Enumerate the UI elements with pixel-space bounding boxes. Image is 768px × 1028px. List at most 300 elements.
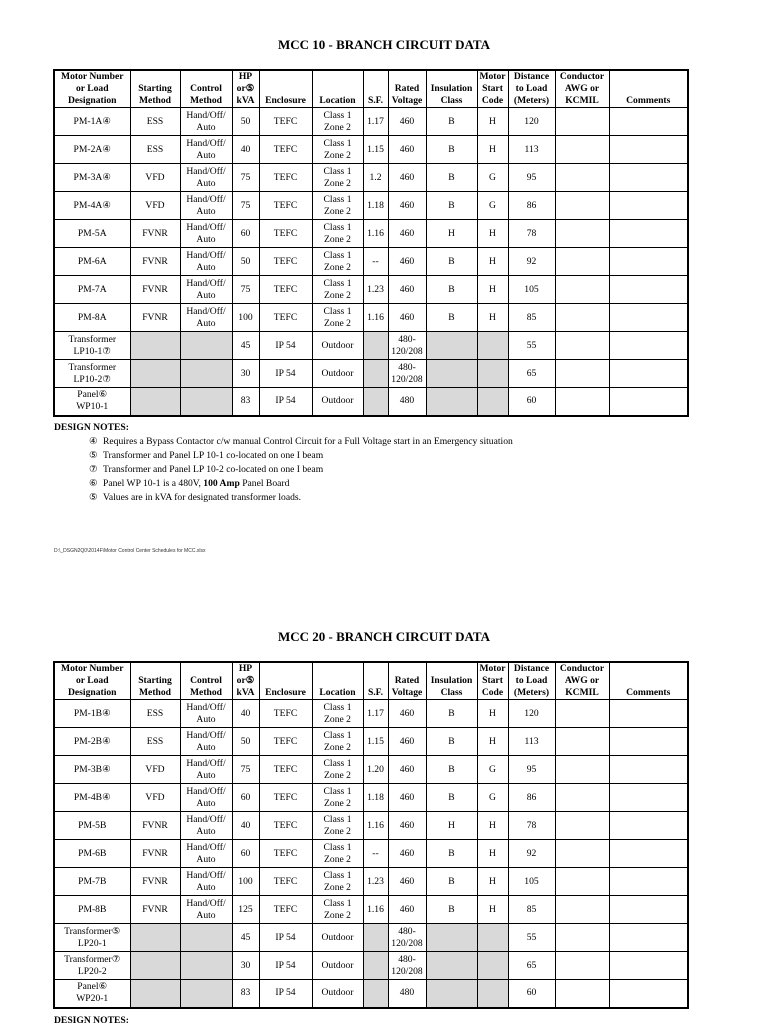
cell-text: TEFC bbox=[273, 763, 298, 775]
table-cell bbox=[363, 192, 388, 220]
empty-shaded-cell bbox=[426, 952, 477, 980]
cell-text: Auto bbox=[196, 317, 216, 329]
table-cell bbox=[130, 756, 180, 784]
cell-text: B bbox=[448, 311, 455, 323]
cell-text: 60 bbox=[240, 847, 251, 859]
table-cell bbox=[388, 868, 426, 896]
table-cell bbox=[180, 728, 232, 756]
table-cell bbox=[508, 192, 555, 220]
header-text: KCMIL bbox=[565, 687, 599, 698]
table-cell bbox=[130, 220, 180, 248]
table-row bbox=[54, 360, 688, 388]
mcc10-title: MCC 10 - BRANCH CIRCUIT DATA bbox=[278, 37, 490, 52]
table-cell bbox=[426, 136, 477, 164]
header-text: Rated bbox=[394, 675, 420, 686]
cell-text: TEFC bbox=[273, 791, 298, 803]
cell-text: 85 bbox=[526, 311, 537, 323]
table-cell bbox=[54, 136, 130, 164]
header-text: to Load bbox=[515, 83, 548, 94]
header-text: Insulation bbox=[430, 675, 473, 686]
header-text: Designation bbox=[67, 95, 117, 106]
table-row bbox=[54, 332, 688, 360]
table-cell bbox=[609, 220, 688, 248]
table-cell bbox=[477, 276, 508, 304]
cell-text: IP 54 bbox=[275, 959, 296, 971]
cell-text: FVNR bbox=[142, 875, 168, 887]
cell-text: 50 bbox=[240, 115, 251, 127]
table-cell bbox=[508, 840, 555, 868]
cell-text: 120/208 bbox=[391, 937, 423, 949]
mcc20-branch-circuit-table bbox=[53, 661, 689, 1009]
header-text: AWG or bbox=[564, 83, 600, 94]
empty-shaded-cell bbox=[477, 360, 508, 388]
cell-text: PM-4A④ bbox=[73, 199, 111, 211]
table-cell bbox=[259, 360, 312, 388]
table-cell bbox=[508, 756, 555, 784]
table-cell bbox=[477, 136, 508, 164]
cell-text: FVNR bbox=[142, 819, 168, 831]
cell-text: Transformer⑤ bbox=[64, 925, 121, 937]
table-cell bbox=[363, 220, 388, 248]
cell-text: 45 bbox=[240, 339, 251, 351]
table-cell bbox=[312, 332, 363, 360]
cell-text: Panel⑥ bbox=[77, 981, 108, 993]
header-text: Starting bbox=[138, 83, 172, 94]
header-text: Method bbox=[139, 687, 171, 698]
cell-text: PM-2A④ bbox=[73, 143, 111, 155]
table-cell bbox=[388, 276, 426, 304]
table-cell bbox=[232, 952, 259, 980]
cell-text: 86 bbox=[526, 199, 537, 211]
table-cell bbox=[312, 192, 363, 220]
cell-text: 1.2 bbox=[369, 171, 382, 183]
empty-shaded-cell bbox=[180, 332, 232, 360]
cell-text: 75 bbox=[240, 171, 251, 183]
column-header bbox=[232, 70, 259, 108]
cell-text: H bbox=[489, 819, 496, 831]
table-cell bbox=[363, 840, 388, 868]
table-cell bbox=[130, 784, 180, 812]
cell-text: ESS bbox=[146, 143, 164, 155]
cell-text: Outdoor bbox=[321, 931, 354, 943]
cell-text: Hand/Off/ bbox=[186, 249, 226, 261]
cell-text: B bbox=[448, 115, 455, 127]
table-cell bbox=[54, 980, 130, 1008]
cell-text: Hand/Off/ bbox=[186, 841, 226, 853]
table-cell bbox=[426, 812, 477, 840]
cell-text: 1.18 bbox=[367, 791, 384, 803]
empty-shaded-cell bbox=[130, 360, 180, 388]
cell-text: TEFC bbox=[273, 735, 298, 747]
table-cell bbox=[508, 728, 555, 756]
table-cell bbox=[555, 952, 609, 980]
cell-text: Auto bbox=[196, 205, 216, 217]
cell-text: H bbox=[489, 847, 496, 859]
table-cell bbox=[259, 332, 312, 360]
cell-text: 1.20 bbox=[367, 763, 384, 775]
table-cell bbox=[609, 868, 688, 896]
cell-text: 1.18 bbox=[367, 199, 384, 211]
cell-text: 480 bbox=[399, 987, 415, 999]
table-cell bbox=[259, 896, 312, 924]
table-cell bbox=[232, 360, 259, 388]
empty-shaded-cell bbox=[426, 924, 477, 952]
header-text: Comments bbox=[626, 687, 671, 698]
header-text: Code bbox=[481, 95, 504, 106]
table-cell bbox=[477, 248, 508, 276]
header-text: or Load bbox=[75, 675, 109, 686]
table-cell bbox=[259, 868, 312, 896]
header-text: Control bbox=[190, 675, 222, 686]
table-cell bbox=[426, 700, 477, 728]
cell-text: 1.15 bbox=[367, 735, 384, 747]
cell-text: -- bbox=[372, 255, 379, 267]
cell-text: H bbox=[448, 227, 455, 239]
table-cell bbox=[54, 924, 130, 952]
note-symbol: ⑥ bbox=[89, 478, 98, 489]
table-cell bbox=[609, 980, 688, 1008]
cell-text: -- bbox=[372, 847, 379, 859]
table-cell bbox=[232, 812, 259, 840]
cell-text: H bbox=[489, 735, 496, 747]
cell-text: Zone 2 bbox=[324, 853, 351, 865]
cell-text: B bbox=[448, 143, 455, 155]
empty-shaded-cell bbox=[426, 360, 477, 388]
table-cell bbox=[312, 136, 363, 164]
design-note bbox=[54, 449, 513, 463]
table-cell bbox=[555, 812, 609, 840]
header-text: Class bbox=[440, 95, 463, 106]
table-cell bbox=[54, 304, 130, 332]
cell-text: Outdoor bbox=[321, 395, 354, 407]
cell-text: Zone 2 bbox=[324, 909, 351, 921]
table-cell bbox=[54, 812, 130, 840]
table-cell bbox=[363, 304, 388, 332]
table-cell bbox=[555, 784, 609, 812]
table-cell bbox=[388, 728, 426, 756]
table-cell bbox=[180, 192, 232, 220]
table-cell bbox=[508, 136, 555, 164]
cell-text: Auto bbox=[196, 233, 216, 245]
table-cell bbox=[388, 248, 426, 276]
cell-text: Outdoor bbox=[321, 959, 354, 971]
cell-text: 1.16 bbox=[367, 311, 384, 323]
table-cell bbox=[259, 980, 312, 1008]
cell-text: 460 bbox=[399, 255, 415, 267]
cell-text: 1.15 bbox=[367, 143, 384, 155]
cell-text: IP 54 bbox=[275, 987, 296, 999]
table-cell bbox=[508, 812, 555, 840]
table-cell bbox=[477, 108, 508, 136]
column-header bbox=[259, 662, 312, 700]
cell-text: 45 bbox=[240, 931, 251, 943]
table-cell bbox=[180, 108, 232, 136]
table-cell bbox=[477, 756, 508, 784]
column-header bbox=[259, 70, 312, 108]
header-text: Motor Number bbox=[61, 663, 124, 674]
cell-text: Zone 2 bbox=[324, 713, 351, 725]
cell-text: 460 bbox=[399, 227, 415, 239]
table-cell bbox=[388, 136, 426, 164]
cell-text: 92 bbox=[526, 255, 537, 267]
table-cell bbox=[180, 784, 232, 812]
cell-text: 120 bbox=[524, 707, 539, 719]
table-cell bbox=[426, 784, 477, 812]
column-header bbox=[54, 662, 130, 700]
cell-text: Class 1 bbox=[323, 729, 352, 741]
cell-text: G bbox=[489, 171, 496, 183]
note-text: Panel WP 10-1 is a 480V, bbox=[103, 478, 204, 489]
table-cell bbox=[609, 840, 688, 868]
table-cell bbox=[426, 276, 477, 304]
cell-text: Hand/Off/ bbox=[186, 813, 226, 825]
cell-text: B bbox=[448, 283, 455, 295]
cell-text: 65 bbox=[526, 367, 537, 379]
cell-text: Transformer⑦ bbox=[64, 953, 121, 965]
cell-text: VFD bbox=[145, 199, 165, 211]
table-row bbox=[54, 840, 688, 868]
header-text: AWG or bbox=[564, 675, 600, 686]
table-cell bbox=[130, 248, 180, 276]
header-text: HP bbox=[238, 71, 253, 82]
table-cell bbox=[508, 388, 555, 416]
table-cell bbox=[388, 980, 426, 1008]
table-cell bbox=[232, 304, 259, 332]
table-cell bbox=[54, 332, 130, 360]
header-text: HP bbox=[238, 663, 253, 674]
cell-text: PM-5A bbox=[77, 227, 107, 239]
cell-text: Class 1 bbox=[323, 813, 352, 825]
table-cell bbox=[232, 192, 259, 220]
table-cell bbox=[312, 840, 363, 868]
cell-text: H bbox=[489, 311, 496, 323]
cell-text: Class 1 bbox=[323, 165, 352, 177]
cell-text: Class 1 bbox=[323, 757, 352, 769]
table-cell bbox=[259, 136, 312, 164]
cell-text: B bbox=[448, 903, 455, 915]
cell-text: 113 bbox=[524, 735, 539, 747]
table-cell bbox=[363, 812, 388, 840]
table-cell bbox=[508, 304, 555, 332]
note-symbol: ⑦ bbox=[89, 464, 98, 475]
table-cell bbox=[477, 840, 508, 868]
table-cell bbox=[508, 360, 555, 388]
table-cell bbox=[54, 896, 130, 924]
header-text: Control bbox=[190, 83, 222, 94]
table-cell bbox=[312, 896, 363, 924]
table-cell bbox=[508, 332, 555, 360]
empty-shaded-cell bbox=[180, 388, 232, 416]
header-text: Start bbox=[482, 675, 503, 686]
cell-text: ESS bbox=[146, 707, 164, 719]
table-cell bbox=[426, 304, 477, 332]
empty-shaded-cell bbox=[130, 952, 180, 980]
cell-text: Auto bbox=[196, 853, 216, 865]
empty-shaded-cell bbox=[477, 924, 508, 952]
cell-text: B bbox=[448, 763, 455, 775]
note-text: 100 Amp bbox=[203, 478, 240, 489]
table-cell bbox=[508, 164, 555, 192]
table-cell bbox=[259, 220, 312, 248]
table-cell bbox=[259, 108, 312, 136]
table-cell bbox=[180, 896, 232, 924]
table-cell bbox=[130, 812, 180, 840]
cell-text: 60 bbox=[240, 791, 251, 803]
cell-text: 105 bbox=[524, 875, 539, 887]
table-cell bbox=[477, 784, 508, 812]
empty-shaded-cell bbox=[180, 952, 232, 980]
cell-text: 105 bbox=[524, 283, 539, 295]
cell-text: 125 bbox=[238, 903, 253, 915]
cell-text: 120/208 bbox=[391, 345, 423, 357]
table-cell bbox=[426, 248, 477, 276]
table-cell bbox=[54, 388, 130, 416]
header-text: kVA bbox=[236, 687, 255, 698]
table-cell bbox=[609, 756, 688, 784]
table-cell bbox=[130, 868, 180, 896]
cell-text: 40 bbox=[240, 819, 251, 831]
table-cell bbox=[555, 388, 609, 416]
cell-text: B bbox=[448, 199, 455, 211]
cell-text: 83 bbox=[240, 395, 251, 407]
cell-text: 120 bbox=[524, 115, 539, 127]
table-cell bbox=[388, 756, 426, 784]
cell-text: H bbox=[489, 255, 496, 267]
table-cell bbox=[259, 952, 312, 980]
cell-text: TEFC bbox=[273, 199, 298, 211]
empty-shaded-cell bbox=[363, 980, 388, 1008]
cell-text: 40 bbox=[240, 143, 251, 155]
table-cell bbox=[232, 108, 259, 136]
cell-text: H bbox=[489, 115, 496, 127]
column-header bbox=[312, 70, 363, 108]
table-cell bbox=[312, 952, 363, 980]
cell-text: G bbox=[489, 791, 496, 803]
cell-text: Class 1 bbox=[323, 193, 352, 205]
cell-text: FVNR bbox=[142, 227, 168, 239]
cell-text: TEFC bbox=[273, 819, 298, 831]
empty-shaded-cell bbox=[363, 952, 388, 980]
cell-text: TEFC bbox=[273, 311, 298, 323]
header-text: or⑤ bbox=[236, 83, 255, 94]
header-text: S.F. bbox=[367, 95, 384, 106]
table-cell bbox=[180, 136, 232, 164]
cell-text: 460 bbox=[399, 847, 415, 859]
table-cell bbox=[388, 304, 426, 332]
cell-text: Auto bbox=[196, 825, 216, 837]
cell-text: TEFC bbox=[273, 283, 298, 295]
table-cell bbox=[232, 840, 259, 868]
header-text: Comments bbox=[626, 95, 671, 106]
column-header bbox=[508, 662, 555, 700]
header-text: Conductor bbox=[559, 71, 605, 82]
cell-text: 460 bbox=[399, 735, 415, 747]
table-cell bbox=[54, 360, 130, 388]
table-row bbox=[54, 276, 688, 304]
table-cell bbox=[312, 728, 363, 756]
table-cell bbox=[426, 868, 477, 896]
cell-text: 460 bbox=[399, 875, 415, 887]
header-text: to Load bbox=[515, 675, 548, 686]
cell-text: 85 bbox=[526, 903, 537, 915]
table-cell bbox=[232, 980, 259, 1008]
cell-text: 460 bbox=[399, 819, 415, 831]
table-cell bbox=[54, 728, 130, 756]
table-cell bbox=[609, 192, 688, 220]
table-cell bbox=[477, 220, 508, 248]
header-text: Method bbox=[190, 687, 222, 698]
cell-text: 460 bbox=[399, 171, 415, 183]
header-text: Distance bbox=[513, 71, 550, 82]
header-text: Enclosure bbox=[265, 95, 306, 106]
cell-text: Auto bbox=[196, 797, 216, 809]
table-cell bbox=[259, 304, 312, 332]
table-row bbox=[54, 108, 688, 136]
cell-text: Auto bbox=[196, 261, 216, 273]
cell-text: Hand/Off/ bbox=[186, 137, 226, 149]
table-cell bbox=[232, 388, 259, 416]
cell-text: IP 54 bbox=[275, 367, 296, 379]
cell-text: TEFC bbox=[273, 875, 298, 887]
cell-text: 50 bbox=[240, 735, 251, 747]
table-cell bbox=[477, 304, 508, 332]
empty-shaded-cell bbox=[130, 980, 180, 1008]
table-cell bbox=[555, 220, 609, 248]
cell-text: LP10-2⑦ bbox=[73, 373, 111, 385]
file-path: D:\_DSGN2Q0\2014F\Motor Control Center Schedules for MCC.xlsx bbox=[54, 548, 206, 554]
table-cell bbox=[555, 924, 609, 952]
table-row bbox=[54, 136, 688, 164]
header-text: Class bbox=[440, 687, 463, 698]
column-header bbox=[508, 70, 555, 108]
empty-shaded-cell bbox=[180, 360, 232, 388]
cell-text: LP10-1⑦ bbox=[73, 345, 111, 357]
column-header bbox=[388, 70, 426, 108]
column-header bbox=[609, 70, 688, 108]
table-row bbox=[54, 924, 688, 952]
table-row bbox=[54, 304, 688, 332]
empty-shaded-cell bbox=[363, 332, 388, 360]
table-cell bbox=[232, 924, 259, 952]
table-row bbox=[54, 952, 688, 980]
column-header bbox=[555, 662, 609, 700]
table-cell bbox=[609, 388, 688, 416]
cell-text: Zone 2 bbox=[324, 177, 351, 189]
cell-text: Transformer bbox=[68, 333, 117, 345]
cell-text: PM-1B④ bbox=[73, 707, 111, 719]
cell-text: PM-8A bbox=[77, 311, 107, 323]
header-text: Start bbox=[482, 83, 503, 94]
table-cell bbox=[259, 784, 312, 812]
table-cell bbox=[477, 728, 508, 756]
table-cell bbox=[180, 304, 232, 332]
column-header bbox=[426, 70, 477, 108]
table-cell bbox=[232, 220, 259, 248]
cell-text: Zone 2 bbox=[324, 741, 351, 753]
column-header bbox=[54, 70, 130, 108]
table-cell bbox=[232, 332, 259, 360]
cell-text: IP 54 bbox=[275, 931, 296, 943]
cell-text: 120/208 bbox=[391, 373, 423, 385]
design-note bbox=[54, 491, 513, 505]
table-cell bbox=[312, 276, 363, 304]
cell-text: PM-7B bbox=[78, 875, 107, 887]
design-note bbox=[54, 477, 513, 491]
column-header bbox=[477, 70, 508, 108]
table-cell bbox=[312, 164, 363, 192]
cell-text: Zone 2 bbox=[324, 825, 351, 837]
header-text: Starting bbox=[138, 675, 172, 686]
